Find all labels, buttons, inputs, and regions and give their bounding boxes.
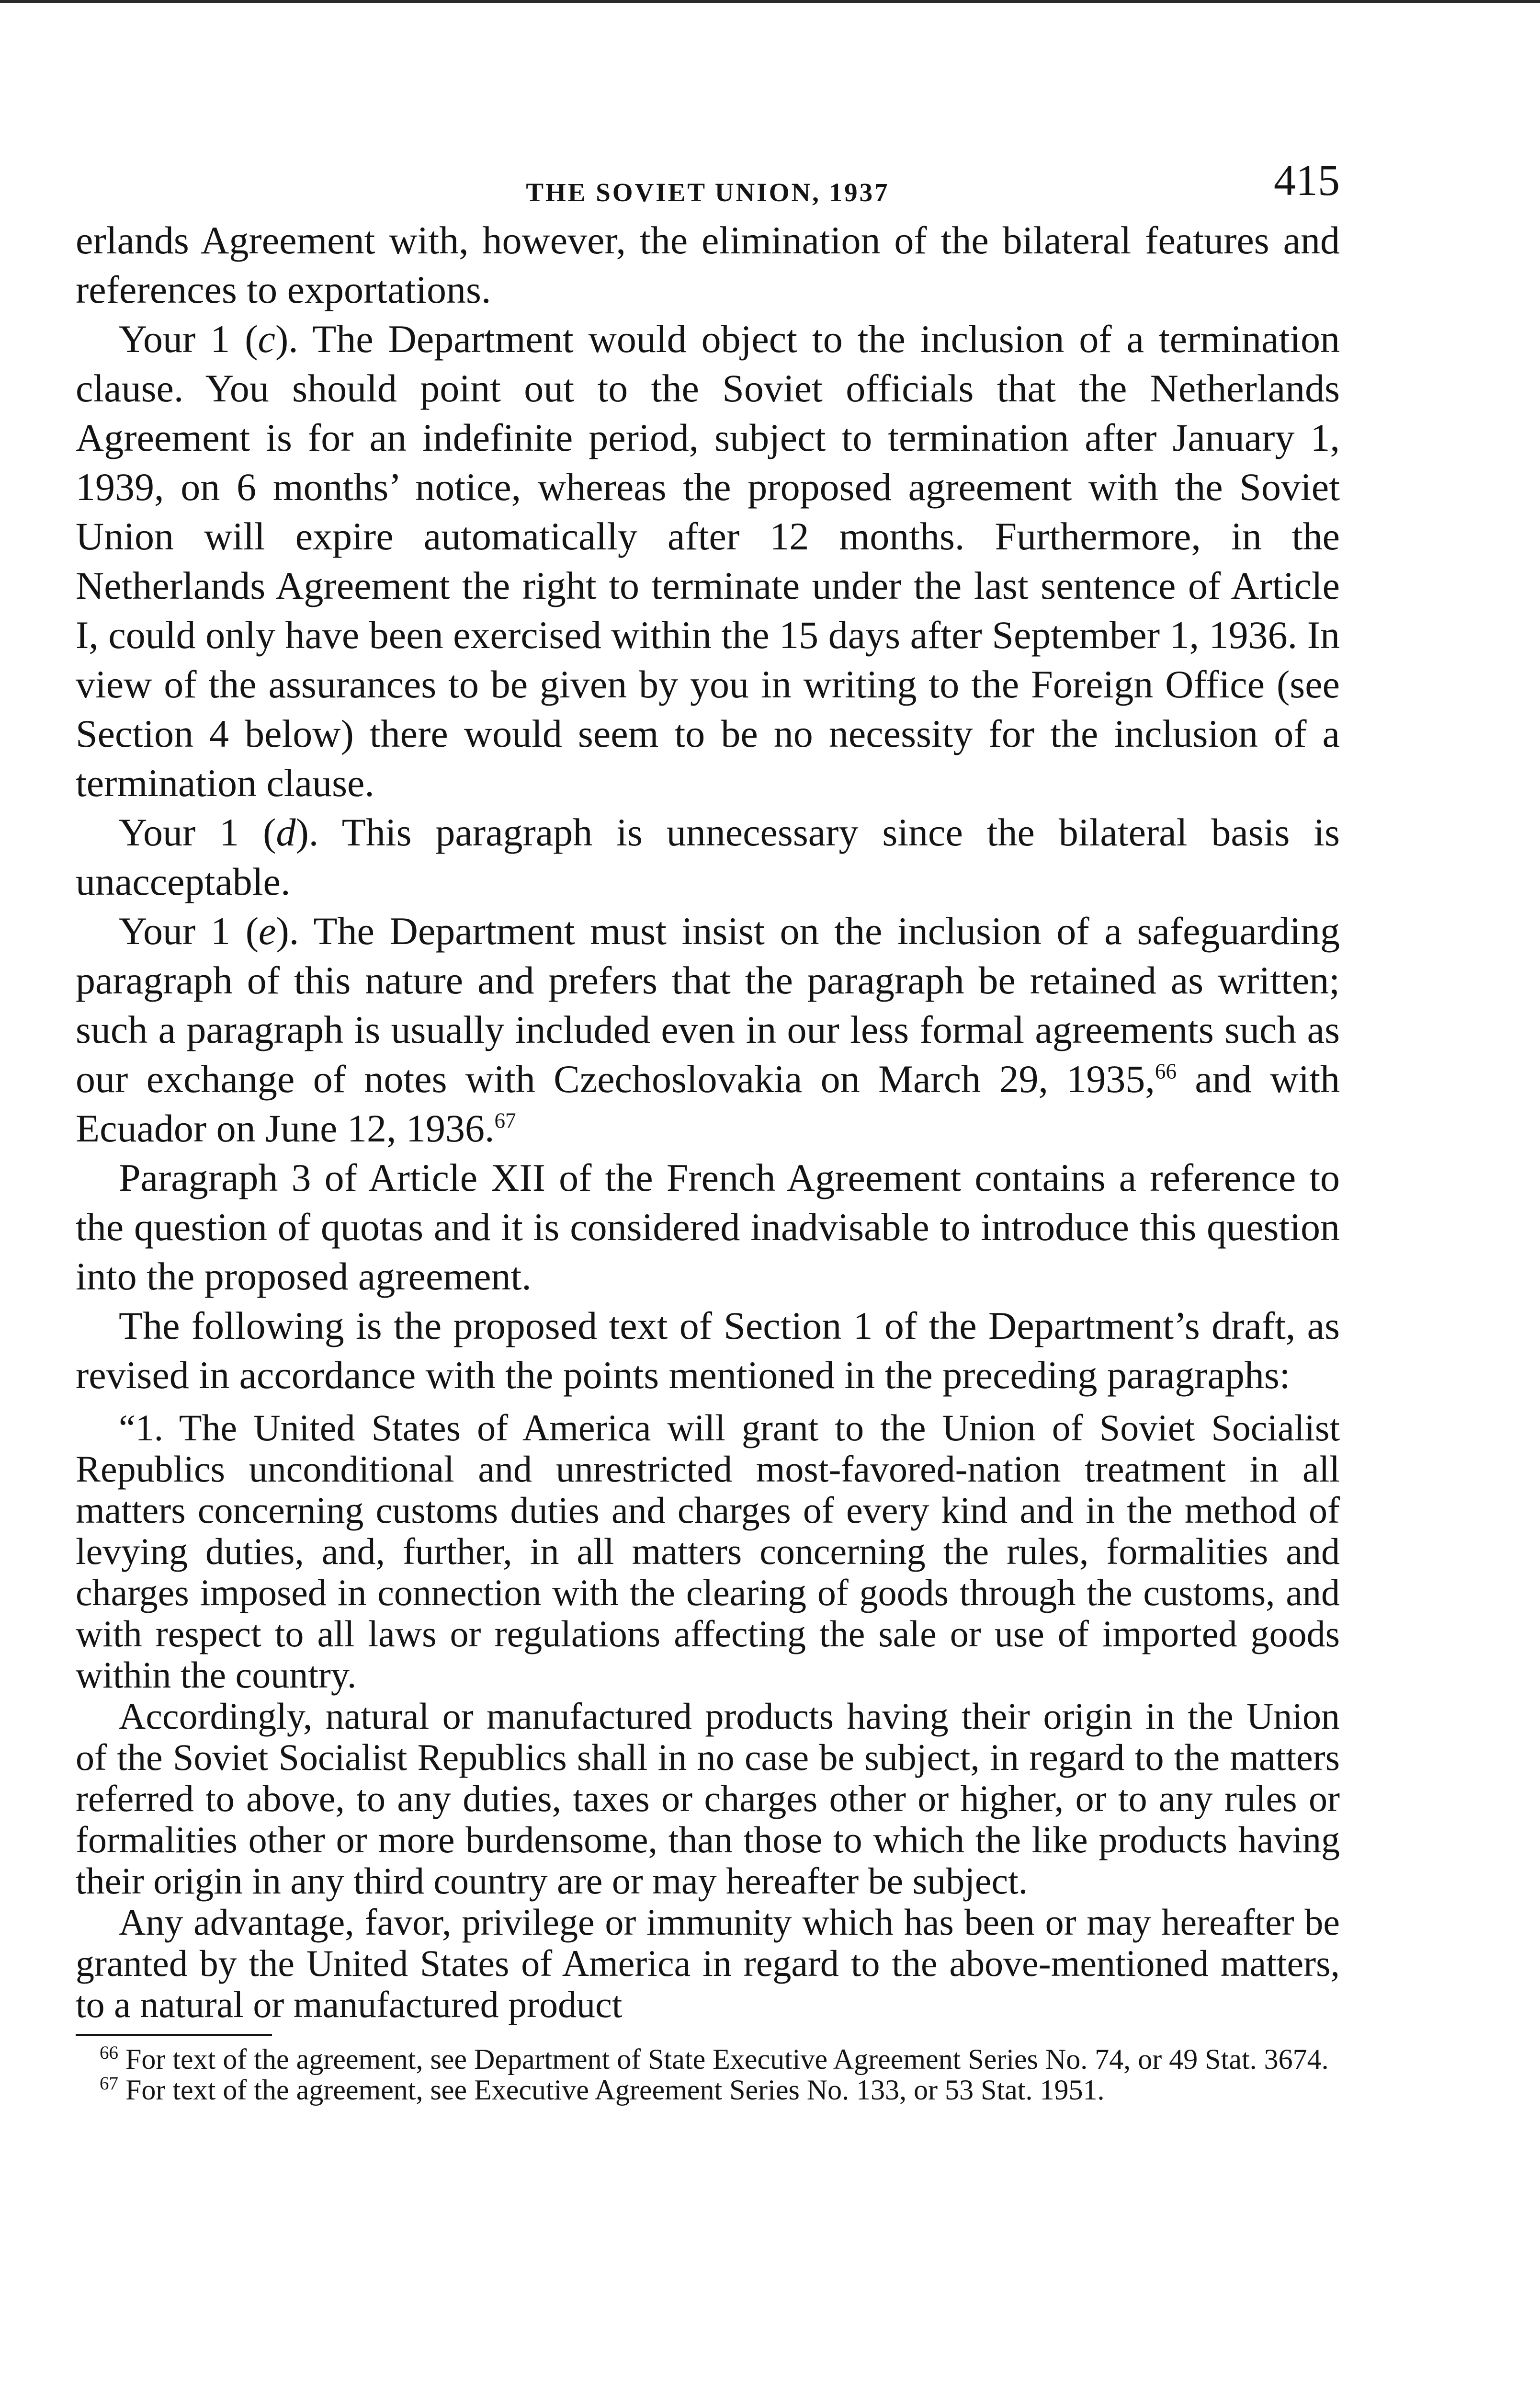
top-edge-rule [0, 0, 1540, 3]
paragraph-continuation: erlands Agreement with, however, the elimination of the bilateral features and references to exportations. [76, 218, 1340, 311]
page-header [76, 158, 1340, 211]
quote-paragraph-1: “1. The United States of America will grant to the Union of Soviet Socialist Republics unconditional and unrestricted most-favored-nation treatment in all matters concerning customs duties and charges of every kind and in the method of levying duties, and, further, in all matters concerning the rules, formalities and charges imposed in connection with the clearing of goods through the customs, and with respect to all laws or regulations affecting the sale or use of imported goods within the country. [76, 1407, 1340, 1696]
footnote-66: $^{66}$ For text of the agreement, see Department of State Executive Agreement Series No. 74, or 49 Stat. 3674. [100, 2042, 1329, 2075]
quote-paragraph-3: Any advantage, favor, privilege or immunity which has been or may hereafter be granted by the United States of America in regard to the above-mentioned matters, to a natural or manufactured product [76, 1901, 1340, 2025]
footnote-mark: 67 [100, 2073, 118, 2094]
footnote-divider [76, 2034, 272, 2036]
footnote-ref-67[interactable]: 67 [494, 1108, 516, 1133]
running-title: THE SOVIET UNION, 1937 [526, 178, 890, 207]
quote-paragraph-2: Accordingly, natural or manufactured products having their origin in the Union of the Soviet Socialist Republics shall in no case be subject, in regard to the matters referred to above, to any duties, taxes or charges other or higher, or to any rules or formalities other or more burdensome, than those to which the like products having their origin in any third country are or may hereafter be subject. [76, 1695, 1340, 1902]
item-letter: e [259, 909, 276, 953]
body-text [76, 216, 1340, 1400]
footnote-ref-66[interactable]: 66 [1155, 1059, 1177, 1083]
quoted-section-1 [76, 1407, 1340, 2025]
document-page [76, 158, 1340, 2105]
page-number: 415 [1274, 156, 1340, 205]
item-letter: c [258, 317, 275, 361]
item-letter: d [276, 810, 296, 854]
paragraph-proposed-text: The following is the proposed text of Section 1 of the Department’s draft, as revised in accordance with the points mentioned in the preceding paragraphs: [76, 1304, 1340, 1397]
footnote-67: $^{67}$ For text of the agreement, see Executive Agreement Series No. 133, or 53 Stat. 1951. [100, 2073, 1105, 2106]
footnotes [76, 2044, 1340, 2105]
footnote-mark: 66 [100, 2042, 118, 2063]
paragraph-your-1d: Your 1 (d). This paragraph is unnecessary since the bilateral basis is unacceptable. [76, 810, 1340, 903]
paragraph-your-1c: Your 1 (c). The Department would object to the inclusion of a termination clause. You should point out to the Soviet officials that the Netherlands Agreement is for an indefinite period, subject to termination after January 1, 1939, on 6 months’ notice, whereas the proposed agreement with the Soviet Union will expire automatically after 12 months. Furthermore, in the Netherlands Agreement the right to terminate under the last sentence of Article I, could only have been exercised within the 15 days after September 1, 1936. In view of the assurances to be given by you in writing to the Foreign Office (see Section 4 below) there would seem to be no necessity for the inclusion of a termination clause. [76, 317, 1340, 805]
paragraph-your-1e: Your 1 (e). The Department must insist on the inclusion of a safeguarding paragraph of this nature and prefers that the paragraph be retained as written; such a paragraph is usually included even in our less formal agreements such as our exchange of notes with Czechoslovakia on March 29, 1935,66 and with Ecuador on June 12, 1936.67 [76, 909, 1340, 1150]
paragraph-article-xii: Paragraph 3 of Article XII of the French Agreement contains a reference to the question of quotas and it is considered inadvisable to introduce this question into the proposed agreement. [76, 1156, 1340, 1298]
